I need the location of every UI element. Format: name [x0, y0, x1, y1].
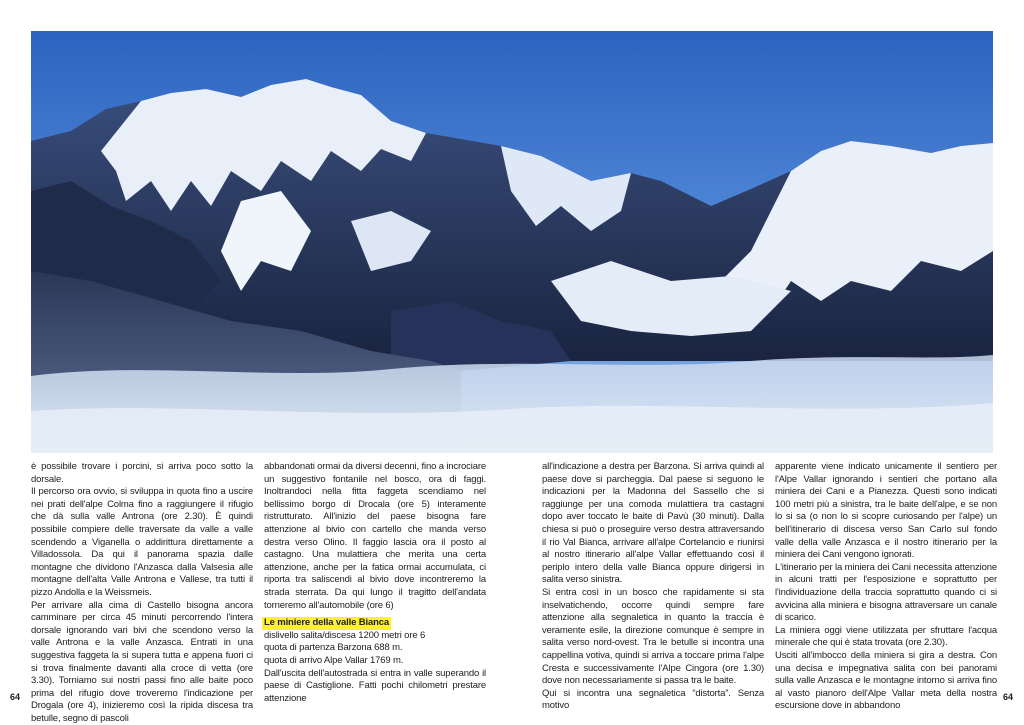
- paragraph: Il percorso ora ovvio, si sviluppa in quota fino a uscire nei prati dell'alpe Colma fino a raggiungere il rifugio che dà sulla valle Antrona (ore 2.30). È quindi possibile compiere delle traversate da valle a valle scendendo a Viganella o addirittura direttamente a Villadossola. Da qui il panorama spazia dalle montagne che dividono l'Anzasca dalla Valsesia alle montagne dell'alta Valle Antrona e Vallese, tra tutti il pizzo Andolla e la Weissmeis.: [31, 486, 253, 598]
- paragraph: L'itinerario per la miniera dei Cani necessita attenzione in alcuni tratti per l'esposizione e soprattutto per l'individuazione della traccia soprattutto quando ci si avvicina alla miniera e bisogna attraversare un canale di scarico.: [775, 561, 997, 624]
- page-number-left: 64: [10, 692, 21, 702]
- info-box-line: quota di arrivo Alpe Vallar 1769 m.: [264, 654, 404, 666]
- info-box-line: quota di partenza Barzona 688 m.: [264, 642, 403, 654]
- text-column-2: [264, 461, 487, 704]
- text-column-4: [775, 461, 997, 712]
- text-column-3: [542, 461, 764, 712]
- paragraph: è possibile trovare i porcini, si arriva poco sotto la dorsale.: [31, 461, 253, 485]
- text-column-1: [31, 461, 253, 724]
- page-number-right: 64: [1003, 692, 1014, 702]
- mountain-panorama-photo: [31, 31, 993, 453]
- paragraph: apparente viene indicato unicamente il sentiero per l'Alpe Vallar ignorando i sentieri che portano alla miniera dei Cani e a Pianezza. Questi sono indicati 100 metri più a sinistra, tra le baite dell'alpe, e se non lo si sa (o non lo si scopre curiosando per l'alpe) un bell'itinerario di discesa verso San Carlo sul fondo valle della valle Anzasca e il nostro itinerario per la miniera dei Cani vengono ignorati.: [775, 461, 997, 561]
- paragraph: Usciti all'imbocco della miniera si gira a destra. Con una decisa e impegnativa salita con bei panorami sulla valle Anzasca e le montagne intorno si arriva fino al vasto pianoro dell'Alpe Vallar meta della nostra escursione dove in abbandono: [775, 649, 997, 712]
- info-box-title: Le miniere della valle Bianca: [264, 617, 390, 629]
- paragraph: Dall'uscita dell'autostrada si entra in valle superando il paese di Castiglione. Fatti pochi chilometri prestare attenzione: [264, 667, 486, 704]
- paragraph: La miniera oggi viene utilizzata per sfruttare l'acqua minerale che qui è stata trovata (ore 2.30).: [775, 624, 997, 649]
- info-box-line: dislivello salita/discesa 1200 metri ore 6: [264, 629, 426, 641]
- paragraph: all'indicazione a destra per Barzona. Si arriva quindi al paese dove si parcheggia. Dal paese si seguono le indicazioni per la Madonna del Sassello che si raggiunge per una comoda mulattiera tra castagni dopo aver toccato le baite di Pavù (30 minuti). Dalla chiesa si può o proseguire verso destra attraversando il rio Val Bianca, arrivare all'alpe Cortelancio e riunirsi al nostro itinerario all'alpe Vallar effettuando così il periplo intero della valle Bianca oppure dirigersi in salita verso sinistra.: [542, 461, 764, 586]
- paragraph: Per arrivare alla cima di Castello bisogna ancora camminare per circa 45 minuti percorrendo l'intera dorsale ignorando vari bivi che scendono verso la valle Antrona e la valle Anzasca. Entrati in una suggestiva faggeta la si supera tutta e appena fuori ci si trova finalmente davanti alla croce di vetta (ore 3.30). Torniamo sui nostri passi fino alle baite poco prima del rifugio dove troveremo l'indicazione per Drogala (ore 4), inizieremo così la ripida discesa tra betulle, segno di pascoli: [31, 599, 253, 724]
- paragraph: abbandonati ormai da diversi decenni, fino a incrociare un suggestivo fontanile nel bosco, ora di faggi. Inoltrandoci nella fitta faggeta scendiamo nel bellissimo borgo di Drocala (ore 5) interamente ristrutturato. All'inizio del paese bisogna fare attenzione al bivio con cartello che manda verso destra verso Olino. Il faggio lascia ora il posto al castagno. Una mulattiera che merita una certa attenzione, anche per la fatica ormai accumulata, ci riporta tra saliscendi al bivio dove incontreremo la strada sterrata. Da qui lungo il tragitto dell'andata torneremo all'automobile (ore 6): [264, 461, 487, 611]
- paragraph: Qui si incontra una segnaletica “distorta”. Senza motivo: [542, 687, 764, 712]
- info-box-title-line: [264, 617, 486, 630]
- paragraph: Si entra così in un bosco che rapidamente si sta inselvatichendo, occorre quindi sempre fare attenzione alla segnaletica in quanto la traccia è veramente esile, la direzione comunque è sempre in salita verso nord-ovest. Tra le betulle si incontra una cappellina votiva, quindi si arriva a toccare prima l'alpe Cresta e successivamente l'Alpe Cingora (ore 1.30) dove non necessariamente si passa tra le baite.: [542, 586, 764, 687]
